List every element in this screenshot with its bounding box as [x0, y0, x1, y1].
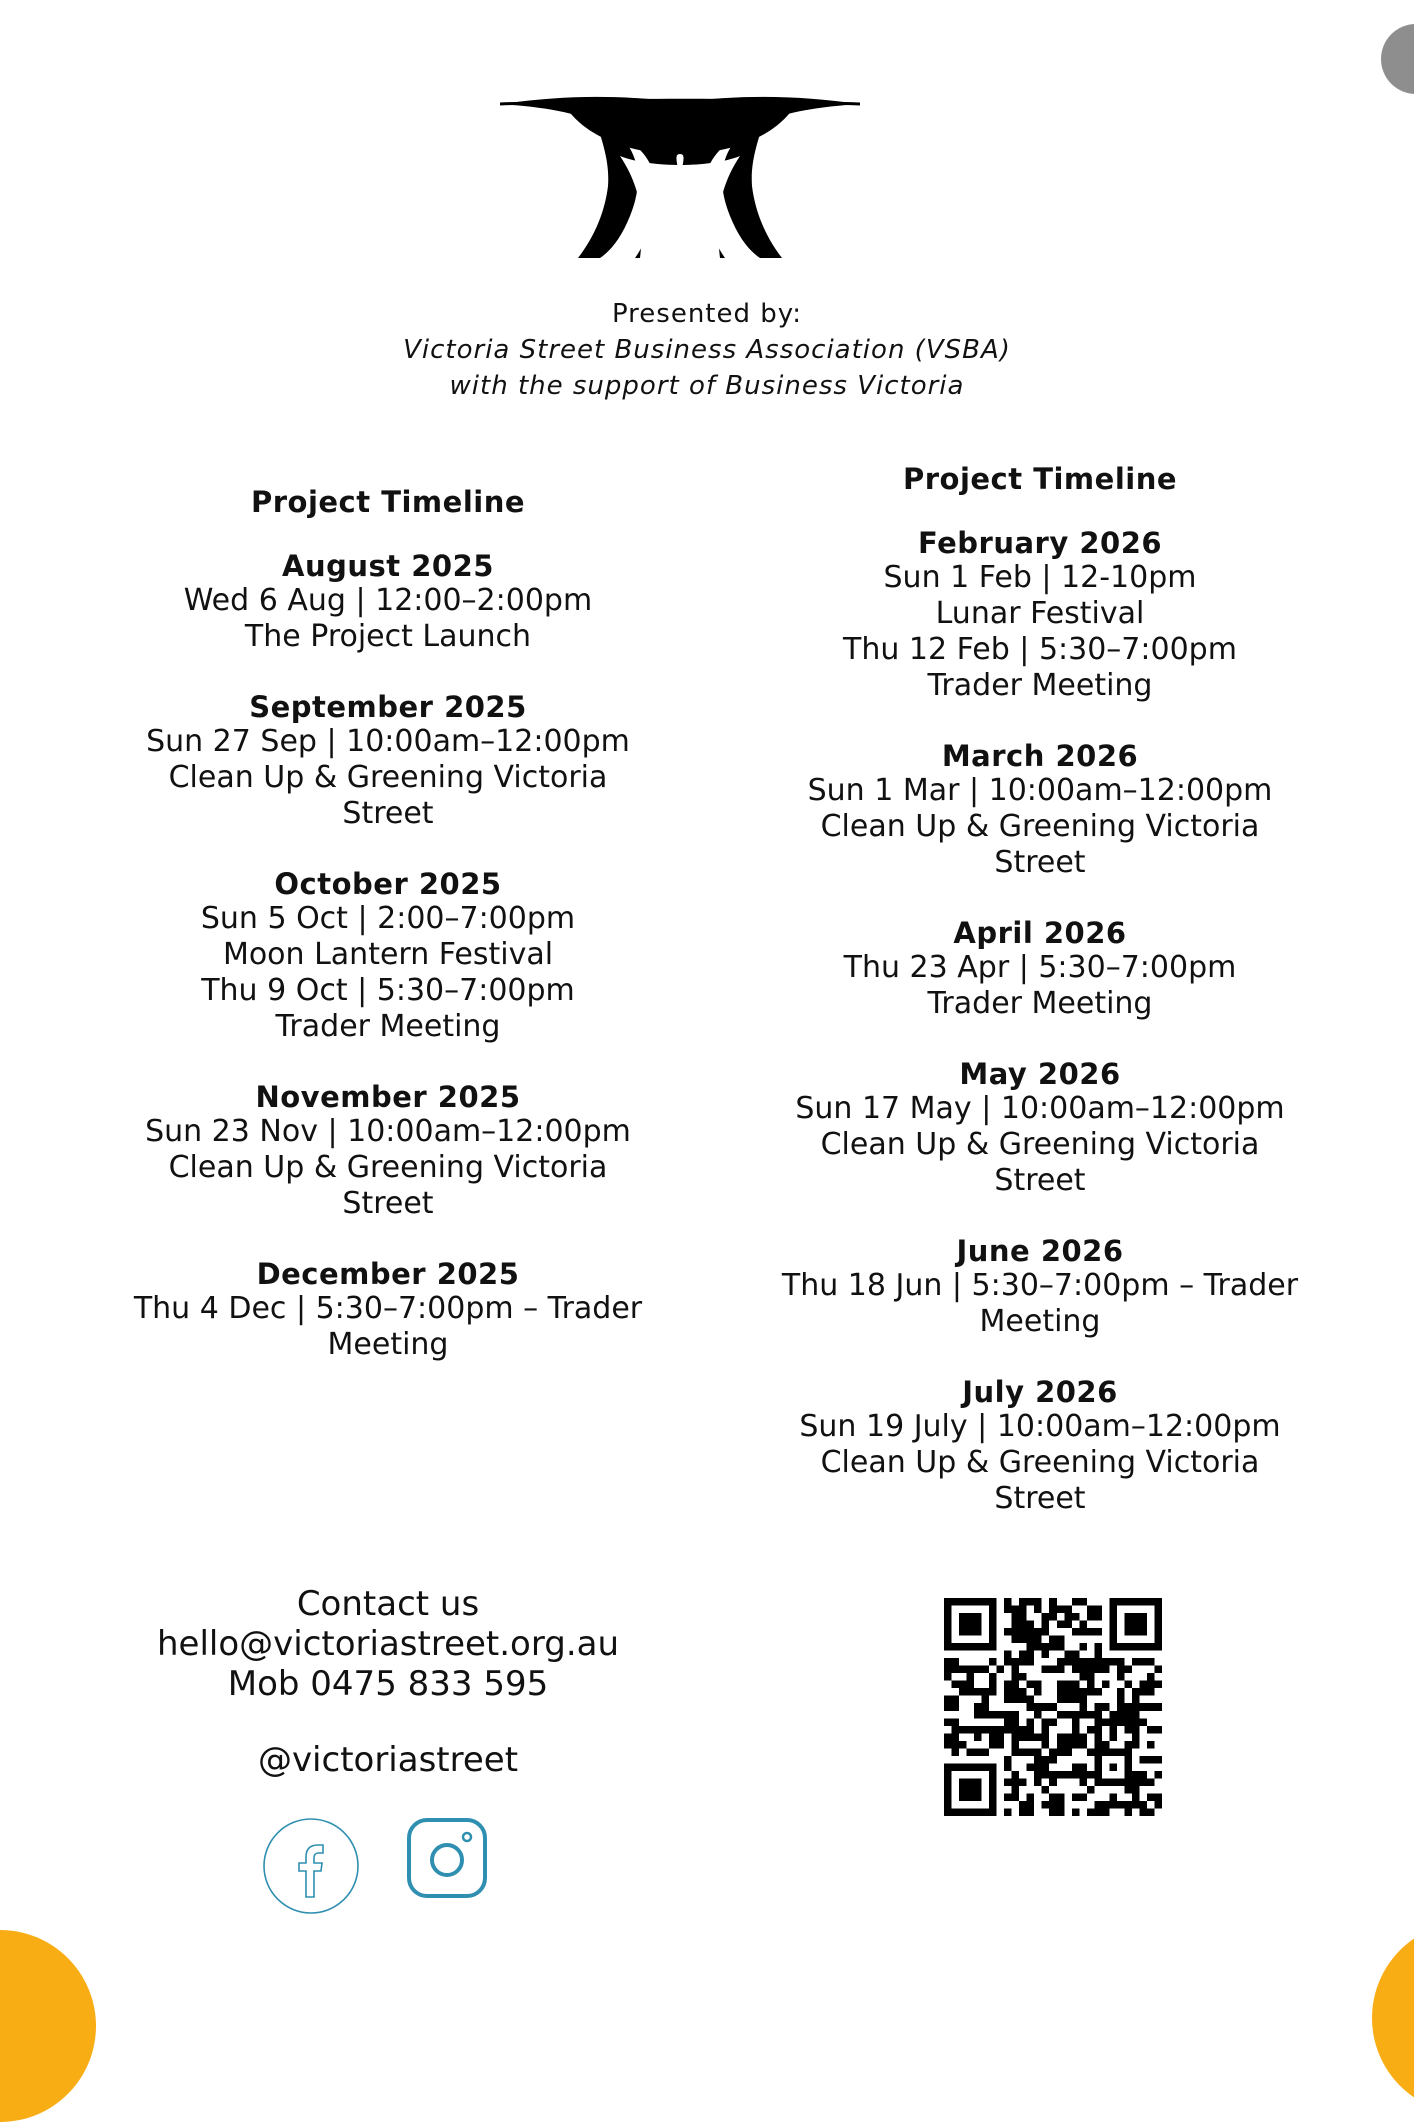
event-line: Moon Lantern Festival — [222, 937, 554, 972]
event-line: Sun 27 Sep | 10:00am–12:00pm — [146, 724, 630, 759]
month-block — [88, 691, 688, 832]
event-line: Wed 6 Aug | 12:00–2:00pm — [183, 583, 593, 618]
organisation-name: Victoria Street Business Association (VSBA) — [403, 335, 1011, 365]
event-line: Meeting — [979, 1304, 1101, 1339]
facebook-icon[interactable] — [262, 1817, 360, 1915]
event-line: Sun 23 Nov | 10:00am–12:00pm — [145, 1114, 631, 1149]
month-heading: February 2026 — [917, 526, 1163, 560]
support-line: with the support of Business Victoria — [449, 371, 965, 401]
event-line: Thu 18 Jun | 5:30–7:00pm – Trader — [781, 1268, 1299, 1303]
month-heading: March 2026 — [941, 739, 1139, 773]
event-line: Trader Meeting — [927, 986, 1153, 1021]
event-line: Street — [342, 1186, 434, 1221]
presented-by-block — [257, 296, 1157, 404]
month-block — [740, 917, 1340, 1022]
month-heading: July 2026 — [962, 1375, 1118, 1409]
vsba-logo — [500, 96, 860, 258]
month-heading: May 2026 — [959, 1057, 1121, 1091]
event-line: Trader Meeting — [275, 1009, 501, 1044]
month-block — [88, 1258, 688, 1363]
month-block — [740, 740, 1340, 881]
event-line: Street — [994, 1481, 1086, 1516]
contact-title: Contact us — [296, 1584, 480, 1624]
event-line: Sun 17 May | 10:00am–12:00pm — [795, 1091, 1285, 1126]
event-line: Sun 5 Oct | 2:00–7:00pm — [200, 901, 576, 936]
timeline-months — [88, 550, 688, 1363]
month-block — [740, 1235, 1340, 1340]
event-line: Clean Up & Greening Victoria — [820, 1127, 1260, 1162]
event-line: Meeting — [327, 1327, 449, 1362]
instagram-icon[interactable] — [406, 1817, 488, 1899]
event-line: Clean Up & Greening Victoria — [168, 760, 608, 795]
event-line: Thu 4 Dec | 5:30–7:00pm – Trader — [133, 1291, 643, 1326]
contact-email-link[interactable]: hello@victoriastreet.org.au — [156, 1624, 620, 1664]
decorative-yellow-circle-right — [1372, 1922, 1414, 2114]
timeline-title: Project Timeline — [902, 462, 1178, 496]
event-line: Sun 19 July | 10:00am–12:00pm — [799, 1409, 1281, 1444]
month-block — [740, 1376, 1340, 1517]
month-block — [88, 868, 688, 1045]
event-line: Sun 1 Mar | 10:00am–12:00pm — [807, 773, 1273, 808]
contact-mobile: Mob 0475 833 595 — [227, 1664, 549, 1704]
event-line: The Project Launch — [244, 619, 532, 654]
month-heading: June 2026 — [956, 1234, 1124, 1268]
timeline-column-right — [740, 457, 1340, 1553]
contact-block — [88, 1584, 688, 1780]
event-line: Street — [994, 1163, 1086, 1198]
month-heading: December 2025 — [256, 1257, 520, 1291]
event-line: Thu 23 Apr | 5:30–7:00pm — [843, 950, 1237, 985]
event-line: Lunar Festival — [935, 596, 1145, 631]
event-line: Sun 1 Feb | 12-10pm — [883, 560, 1197, 595]
timeline-column-left — [88, 480, 688, 1399]
event-line: Trader Meeting — [927, 668, 1153, 703]
month-block — [88, 1081, 688, 1222]
decorative-grey-circle — [1381, 24, 1414, 94]
month-heading: August 2025 — [282, 549, 494, 583]
timeline-months — [740, 527, 1340, 1517]
social-handle: @victoriastreet — [257, 1740, 519, 1780]
event-line: Clean Up & Greening Victoria — [168, 1150, 608, 1185]
month-heading: April 2026 — [953, 916, 1127, 950]
event-line: Street — [994, 845, 1086, 880]
event-line: Thu 12 Feb | 5:30–7:00pm — [843, 632, 1237, 667]
month-block — [88, 550, 688, 655]
event-line: Street — [342, 796, 434, 831]
event-line: Thu 9 Oct | 5:30–7:00pm — [201, 973, 575, 1008]
month-heading: November 2025 — [255, 1080, 521, 1114]
presented-by-label: Presented by: — [611, 299, 803, 329]
qr-code[interactable] — [944, 1598, 1162, 1816]
month-heading: October 2025 — [274, 867, 502, 901]
month-block — [740, 1058, 1340, 1199]
timeline-title: Project Timeline — [250, 485, 526, 519]
event-line: Clean Up & Greening Victoria — [820, 1445, 1260, 1480]
month-heading: September 2025 — [249, 690, 527, 724]
month-block — [740, 527, 1340, 704]
decorative-yellow-circle-left — [0, 1930, 96, 2122]
event-line: Clean Up & Greening Victoria — [820, 809, 1260, 844]
